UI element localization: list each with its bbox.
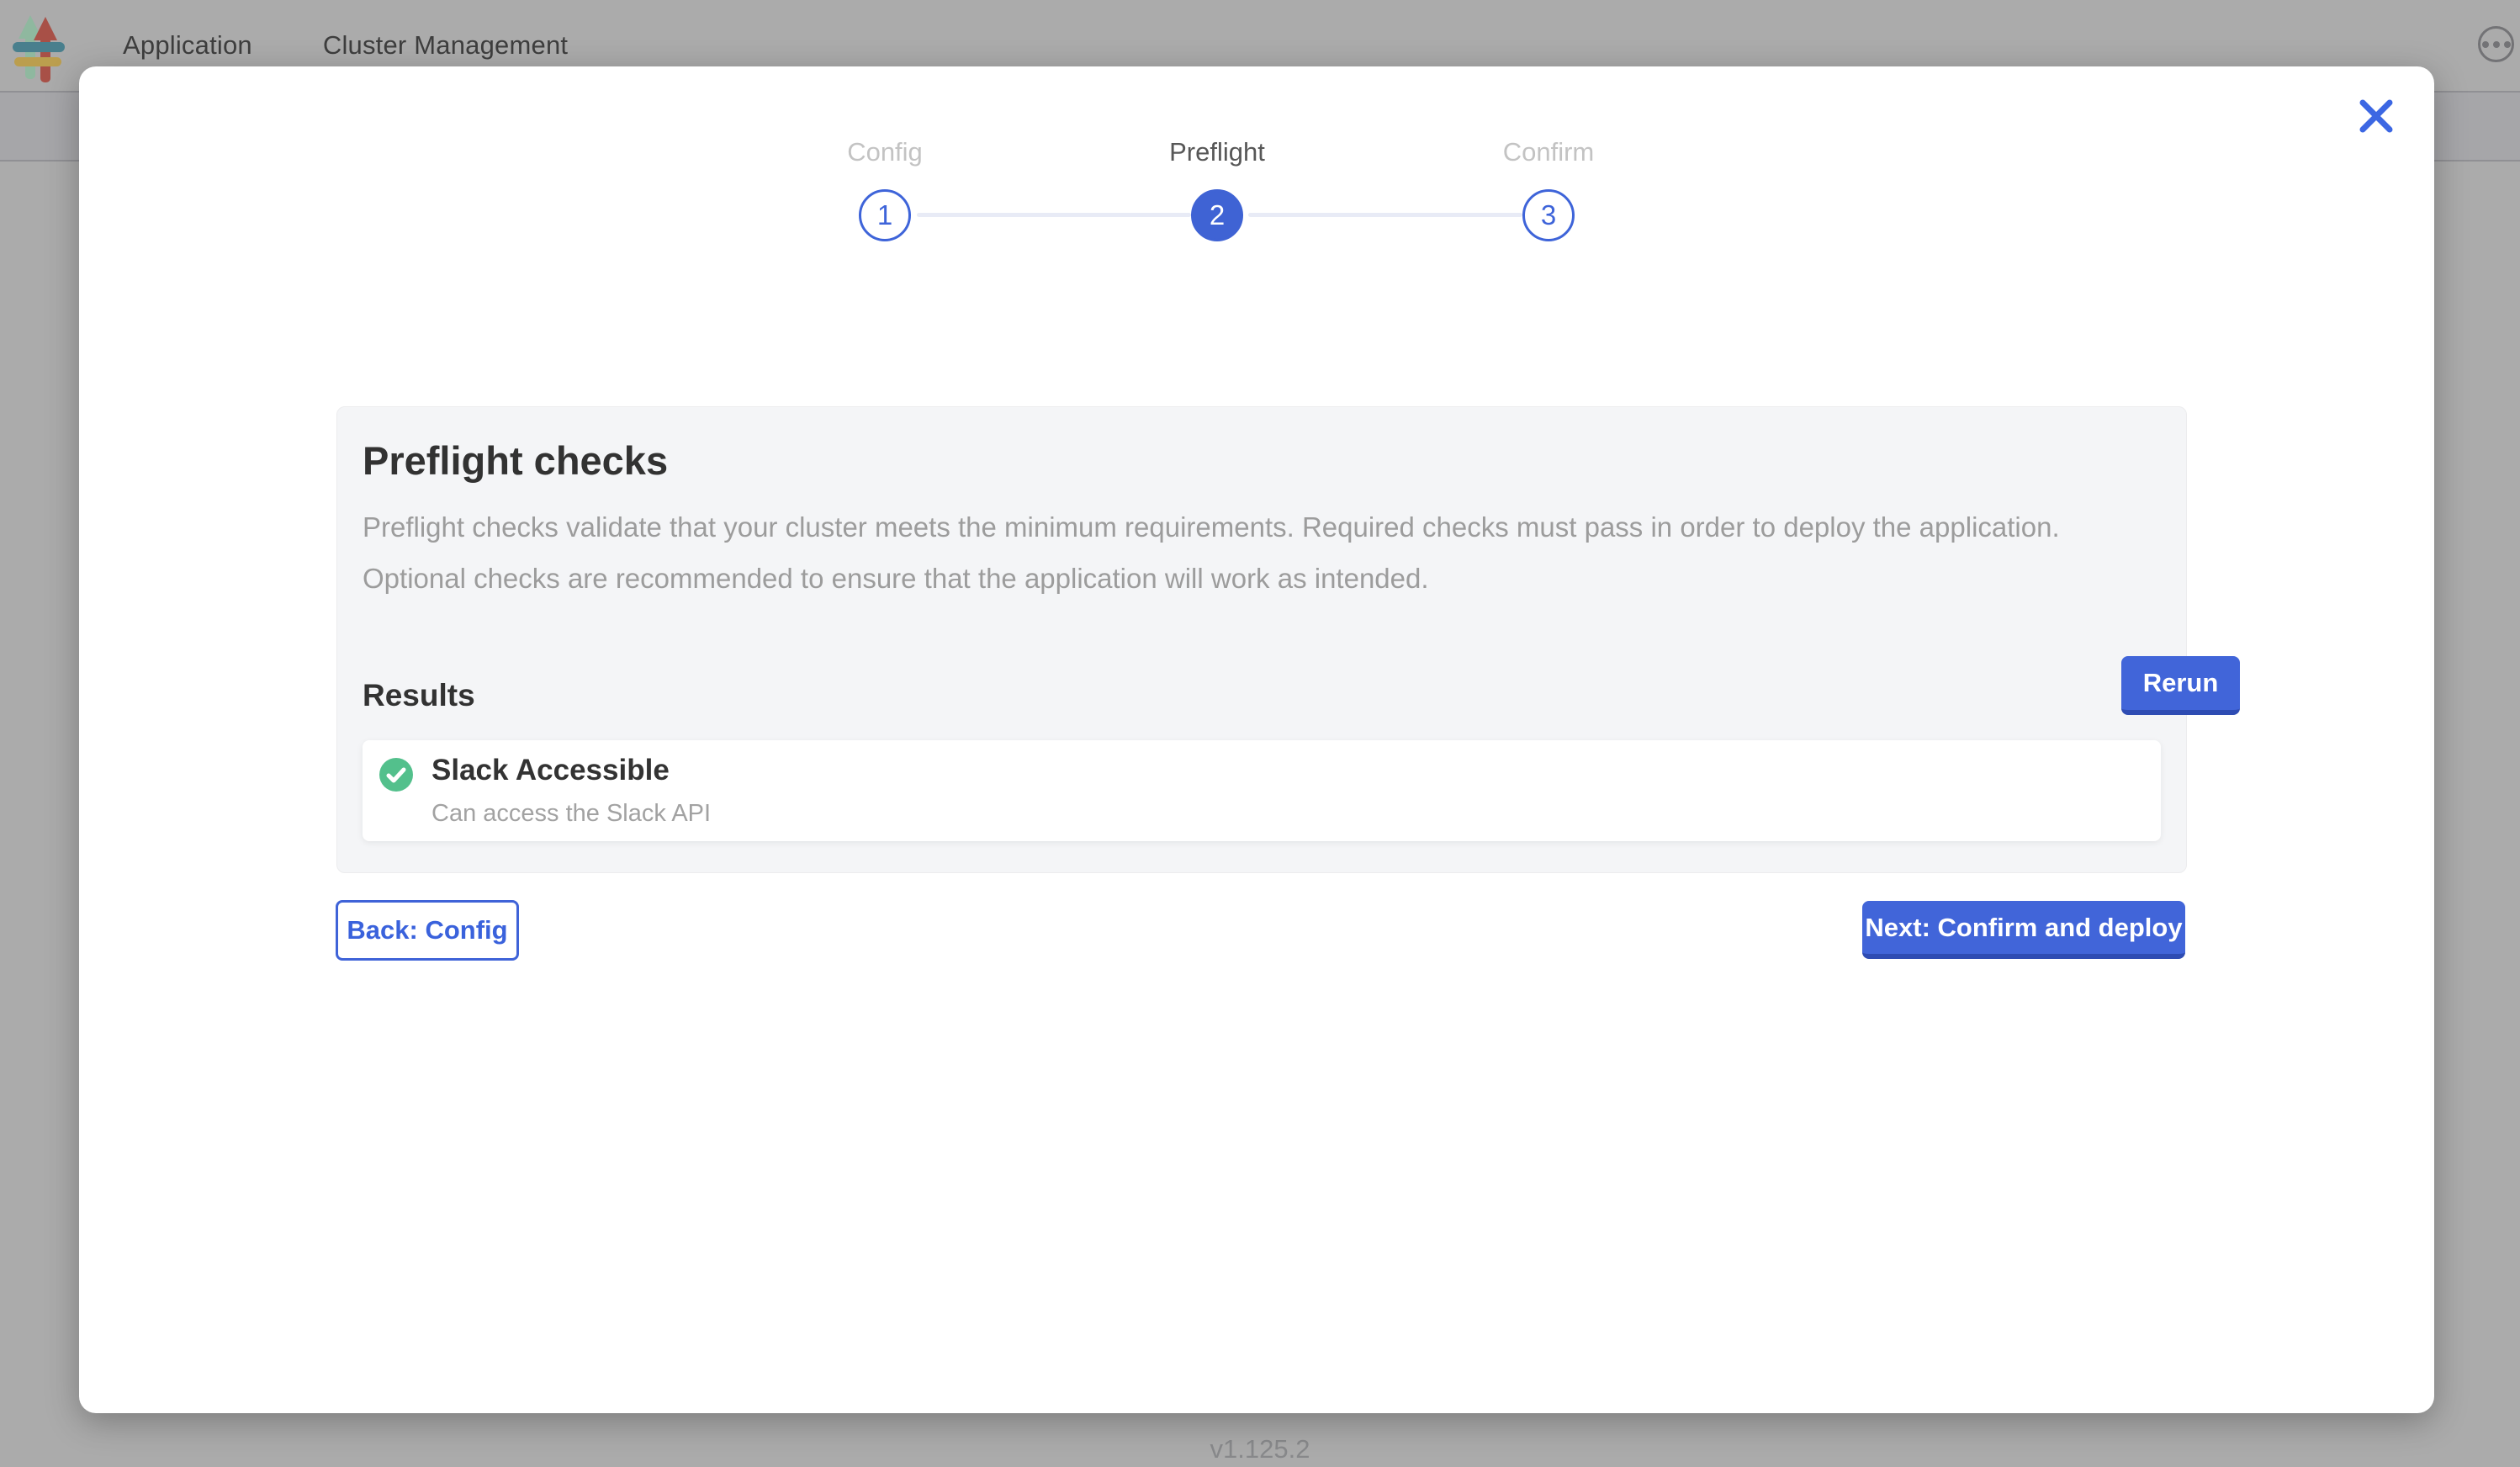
step-connector xyxy=(917,213,1191,217)
back-config-button[interactable]: Back: Config xyxy=(336,900,519,961)
results-heading: Results xyxy=(363,678,475,712)
check-detail: Can access the Slack API xyxy=(431,800,712,827)
close-icon[interactable] xyxy=(2357,97,2396,135)
step-circle-config: 1 xyxy=(859,189,911,241)
card-description: Preflight checks validate that your cluster meets the minimum requirements. Required checks must pass in order to deploy the application. Optional checks are recommended to ensure that the application will work as intended. xyxy=(363,511,2060,594)
ellipsis-dot xyxy=(2482,41,2489,48)
app-logo-icon xyxy=(8,7,77,84)
step-connector xyxy=(1248,213,1522,217)
rerun-button[interactable]: Rerun xyxy=(2121,656,2240,715)
step-circle-confirm: 3 xyxy=(1522,189,1575,241)
check-circle-icon xyxy=(379,758,413,792)
step-label-confirm: Confirm xyxy=(1502,137,1595,167)
ellipsis-menu-icon[interactable] xyxy=(2478,26,2514,62)
check-name: Slack Accessible xyxy=(431,754,670,786)
next-confirm-deploy-button[interactable]: Next: Confirm and deploy xyxy=(1862,901,2185,959)
nav-tab-application[interactable]: Application xyxy=(123,30,252,60)
ellipsis-dot xyxy=(2493,41,2500,48)
app-version-label: v1.125.2 xyxy=(1210,1434,1310,1464)
card-title: Preflight checks xyxy=(363,438,669,483)
ellipsis-dot xyxy=(2504,41,2511,48)
step-label-preflight: Preflight xyxy=(1169,137,1265,167)
step-circle-preflight: 2 xyxy=(1191,189,1243,241)
preflight-check-row xyxy=(363,740,2161,841)
preflight-modal xyxy=(79,66,2434,1413)
nav-tab-cluster-management[interactable]: Cluster Management xyxy=(322,30,569,60)
preflight-card xyxy=(336,406,2219,873)
step-label-config: Config xyxy=(847,137,923,167)
